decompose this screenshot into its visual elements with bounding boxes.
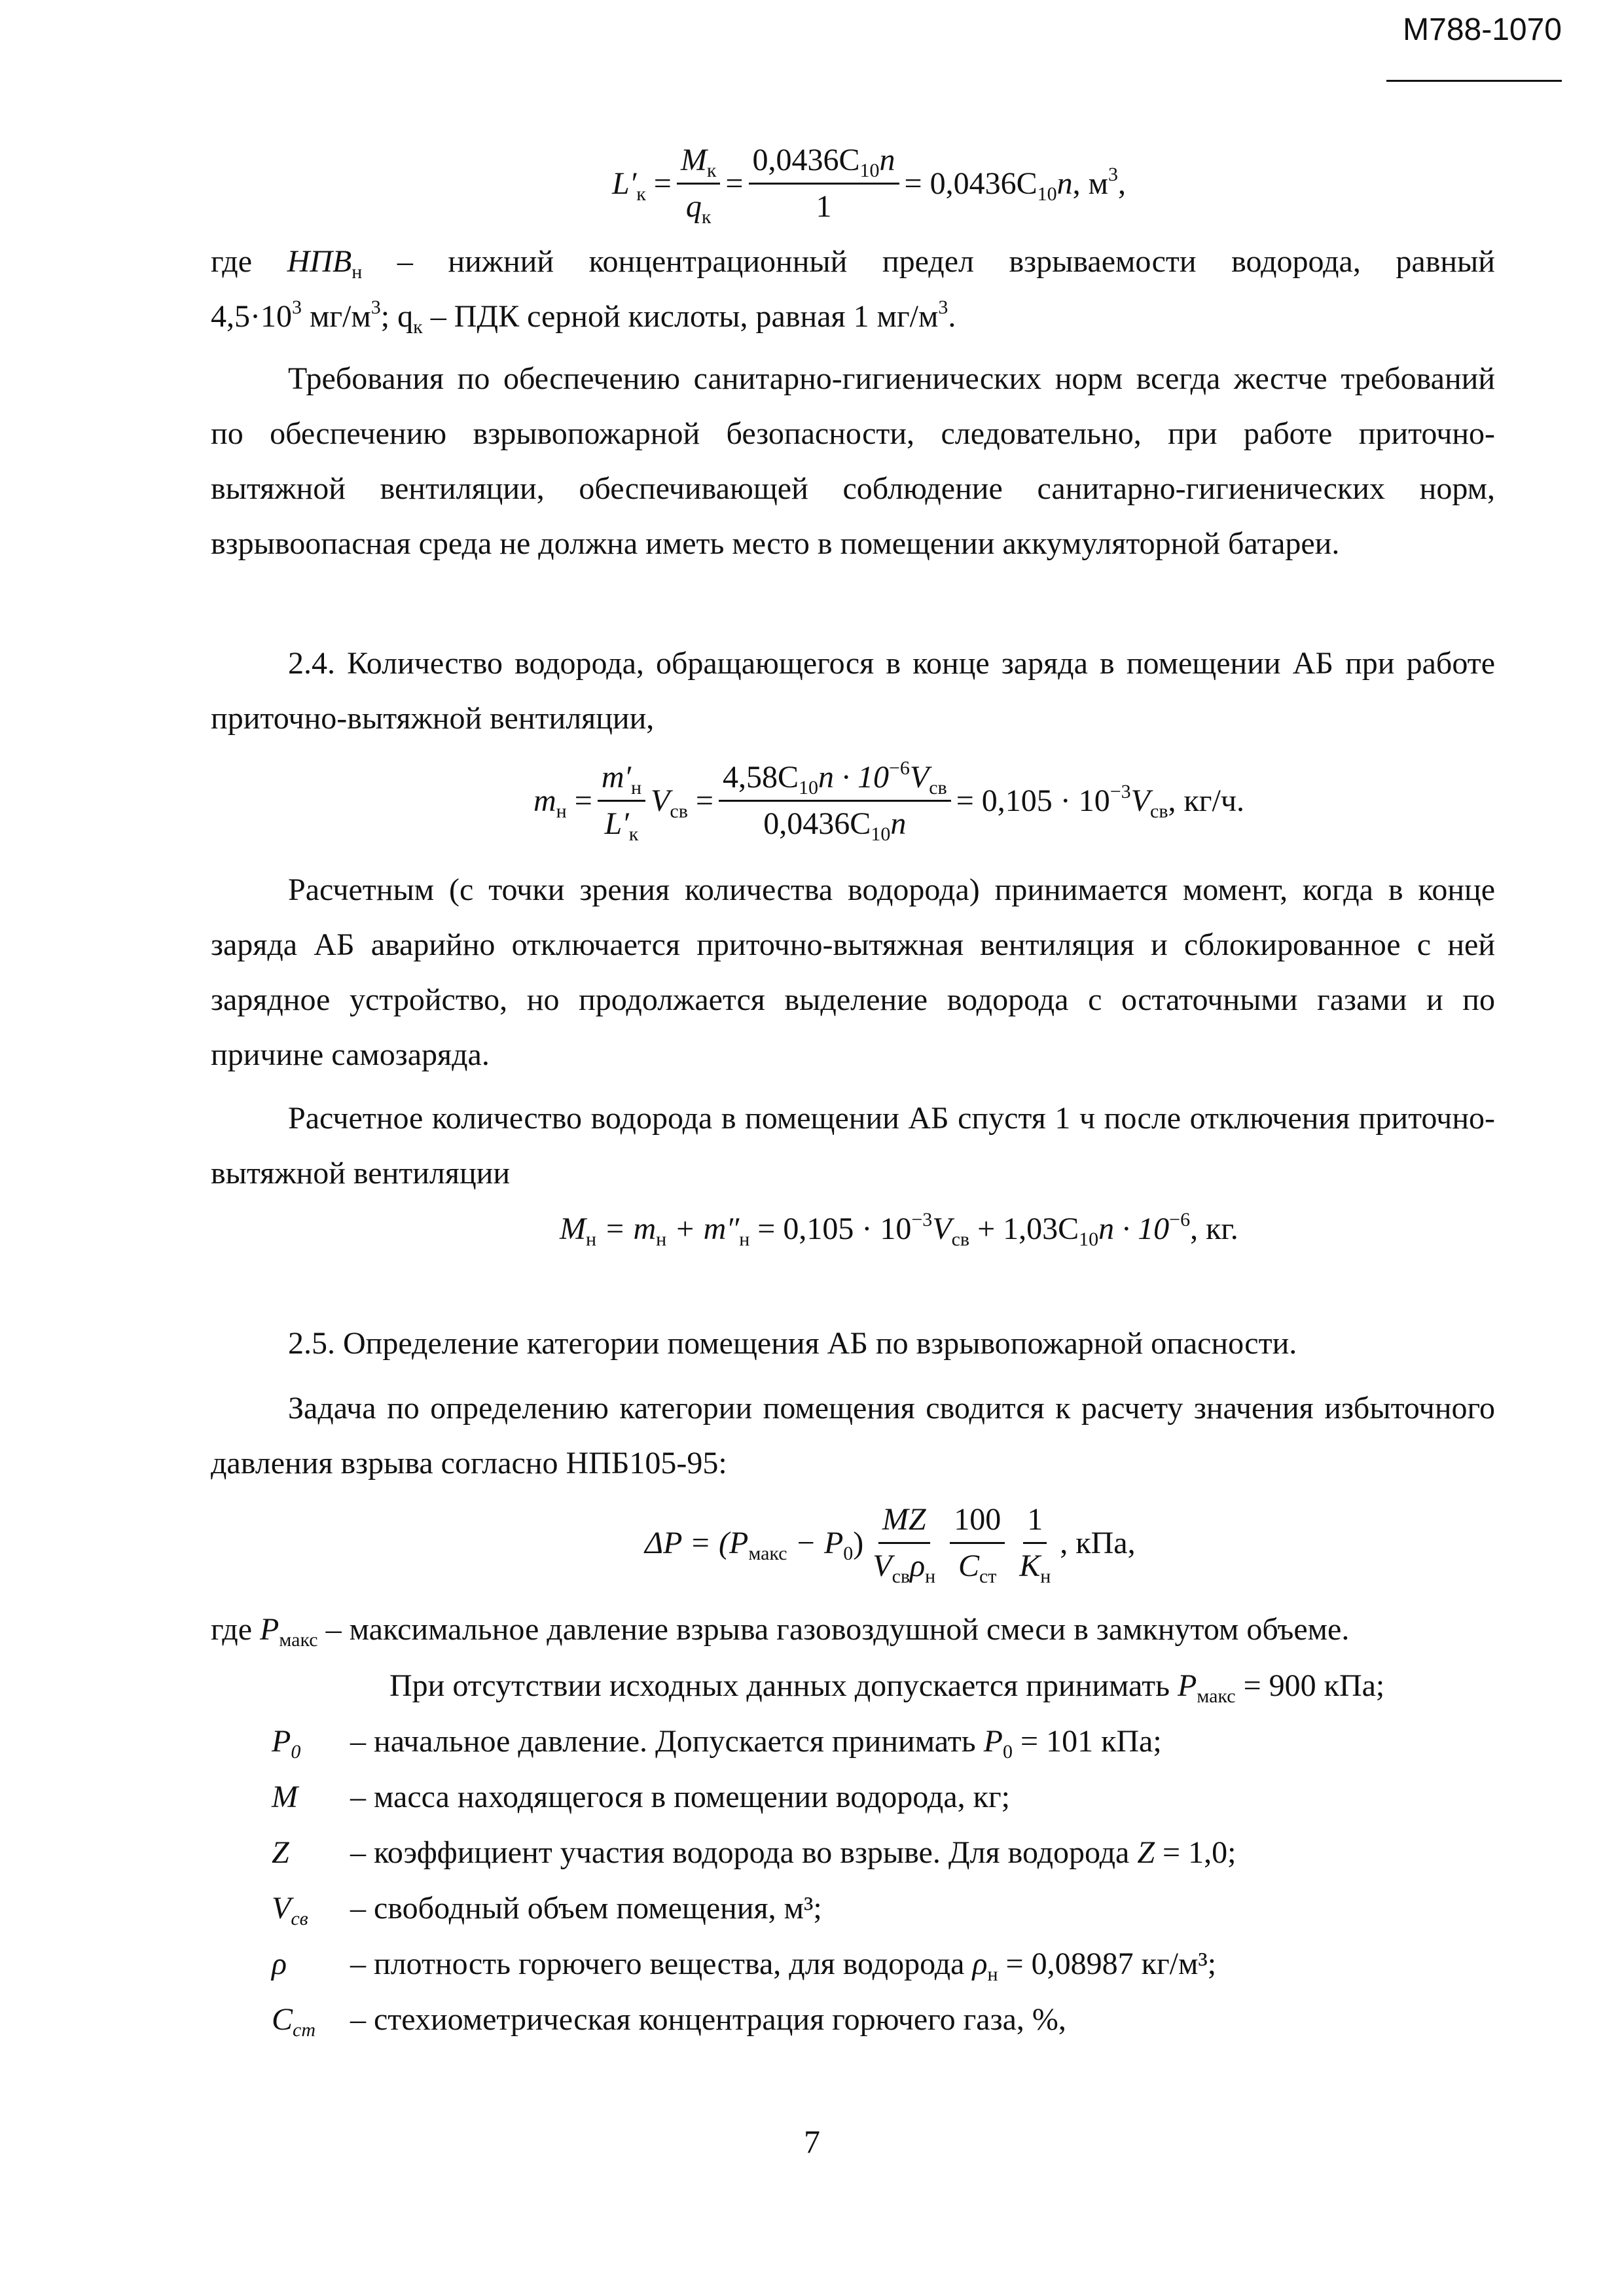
formula-mn: $m_н$ = $\frac{m'_н}{L'_к}$ $V_{св}$ = $\frac{4,58C_{10}n \cdot 10^{-6}V_{св}}{0,0436C_{10}n}$ = $0,105 \cdot 10^{-3}V_{св}$, кг/ч. [533,757,1244,845]
definition-rho: ρ – плотность горючего вещества, для водорода $\rho_н = 0,08987$ кг/м³; [272,1946,1217,1985]
definition-vsv: $V_{св}$ – свободный объем помещения, м³; [272,1891,822,1929]
formula-lk: $L'_к$ = $\frac{M_к}{q_к}$ = $\frac{0,0436C_{10}n}{1}$ = $0,0436C_{10}n$, $м^3$, [612,141,1126,226]
definition-cst: $C_{ст}$ – стехиометрическая концентрация горючего газа, %, [272,2002,1066,2041]
header-rule [1386,80,1562,82]
paragraph-hydrogen-quantity: Расчетное количество водорода в помещении АБ спустя 1 ч после отключения приточно-вытяжной вентиляции [211,1101,1495,1191]
definition-npv-line-2: $4,5\cdot 10^3$ $мг/м^3$; $q_к$ – ПДК серной кислоты, равная 1 $мг/м^3$. [211,296,956,338]
definition-m: M – масса находящегося в помещении водорода, кг; [272,1780,1010,1814]
paragraph-requirements: Требования по обеспечению санитарно-гигиенических норм всегда жестче требований по обеспечению взрывопожарной безопасности, следовательно, при работе приточно-вытяжной вентиляции, обеспечивающей соблюдение санитарно-гигиенических норм, взрывоопасная среда не должна иметь место в помещении аккумуляторной батареи. [211,361,1495,561]
formula-delta-p: $\Delta P = (P_{макс} - P_0)$ $\frac{MZ}{V_{св}\rho_н}$ $\frac{100}{C_{ст}}$ $\frac{1}{K_н}$ , кПа, [645,1500,1136,1586]
document-code: М788-1070 [1403,12,1562,47]
definition-pmax-default: При отсутствии исходных данных допускается принимать $P_{макс} = 900$ кПа; [389,1668,1385,1707]
paragraph-task: Задача по определению категории помещения сводится к расчету значения избыточного давления взрыва согласно НПБ105-95: [211,1391,1495,1480]
definition-z: Z – коэффициент участия водорода во взрыве. Для водорода Z = 1,0; [272,1835,1236,1870]
page-number: 7 [804,2123,820,2160]
definition-p0: $P_0$ – начальное давление. Допускается принимать $P_0 = 101$ кПа; [272,1724,1162,1763]
section-2-5-heading: 2.5. Определение категории помещения АБ по взрывопожарной опасности. [288,1326,1297,1361]
paragraph-calculation-moment: Расчетным (с точки зрения количества водорода) принимается момент, когда в конце заряда АБ аварийно отключается приточно-вытяжная вентиляция и сблокированное с ней зарядное устройство, но продолжается выделение водорода с остаточными газами и по причине самозаряда. [211,872,1495,1072]
definition-npv-line-1: где $НПВ_н$ – нижний концентрационный предел взрываемости водорода, равный [211,244,1495,283]
section-2-4-heading: 2.4. Количество водорода, обращающегося в конце заряда в помещении АБ при работе приточно-вытяжной вентиляции, [211,646,1495,736]
formula-Mn: $M_н = m_н + m''_н = 0,105 \cdot 10^{-3}V_{св} + 1,03C_{10}n \cdot 10^{-6}$, кг. [560,1209,1238,1250]
definition-pmax: где $P_{макс}$ – максимальное давление взрыва газовоздушной смеси в замкнутом объеме. [211,1612,1350,1651]
